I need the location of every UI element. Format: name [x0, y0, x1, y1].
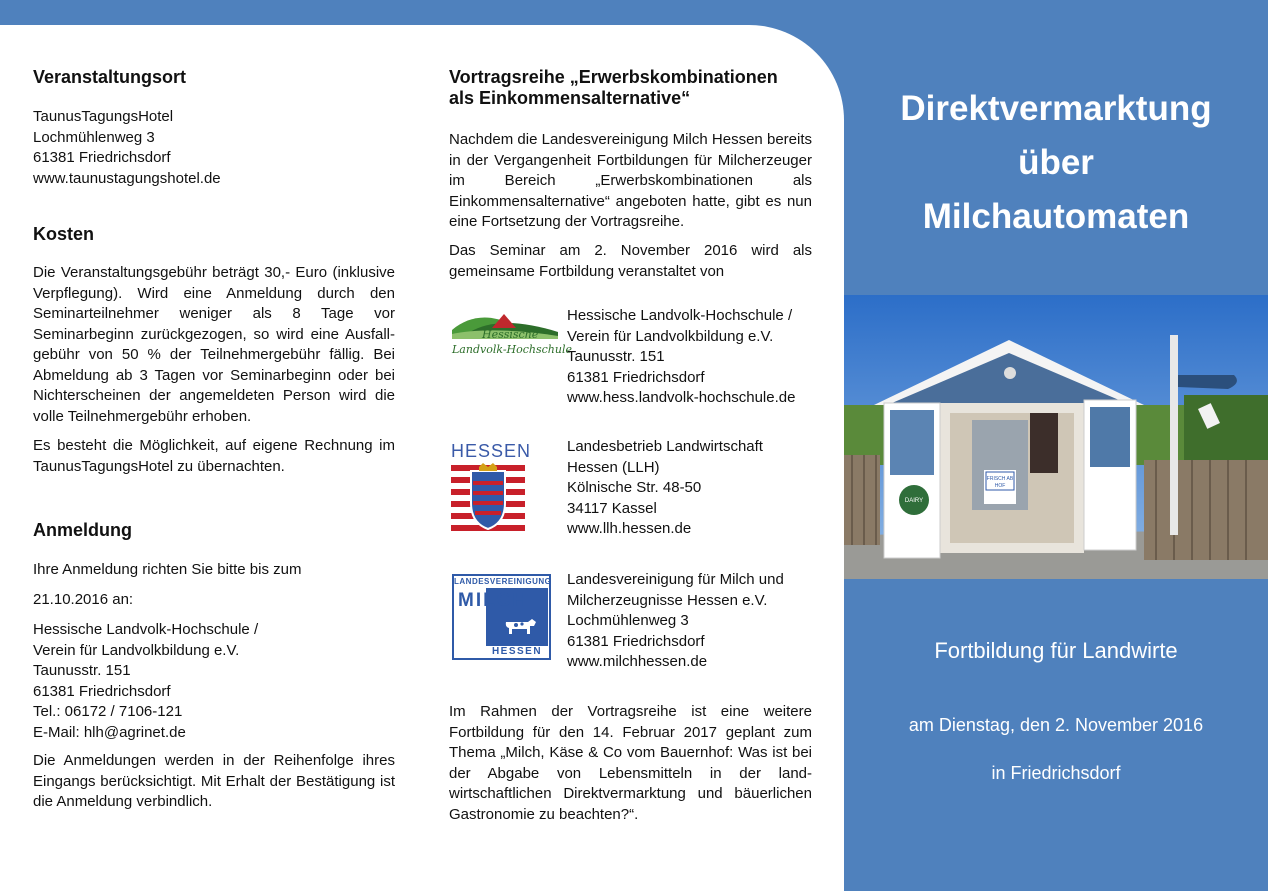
organizer-line: Verein für Landvolkbildung e.V. [567, 327, 774, 345]
organizer-line: Hessen (LLH) [567, 458, 660, 476]
organizer-website-link[interactable]: www.llh.hessen.de [567, 520, 692, 537]
venue-line: 61381 Friedrichsdorf [33, 149, 171, 166]
venue-line: Lochmühlenweg 3 [33, 128, 155, 146]
cover-title-line: Milchautomaten [922, 197, 1190, 236]
registration-phone: Tel.: 06172 / 7106-121 [33, 703, 183, 720]
organizer-line: Landesvereinigung für Milch und [567, 571, 784, 588]
cover-title-line: Direktvermarktung [900, 89, 1212, 128]
series-paragraph-2: Das Seminar am 2. November 2016 wird als gemeinsame Fortbildung veranstaltet von [449, 242, 812, 280]
registration-address [33, 620, 395, 743]
hut-sign-text: HOF [994, 483, 1006, 489]
venue-heading: Veranstaltungsort [33, 67, 187, 87]
organizer-line: Kölnische Str. 48-50 [567, 479, 702, 496]
cover-title-line: über [1018, 143, 1094, 182]
costs-paragraph: Die Veranstaltungsgebühr beträgt 30,- Euro (inklusive Verpflegung). Wird eine Anmeldung durch den Seminarteilnehmer weniger als 8 Tage vor Seminarbeginn zurückgezogen, so wird eine Ausfall-gebühr von 50 % der Teilnehmergebühr fällig. Bei Abmeldung ab 3 Tagen vor Seminarbeginn oder bei Nichterscheinen der angemeldeten Person wird die volle Teilnehmergebühr erhoben. [33, 264, 395, 425]
organizer-llh [567, 437, 827, 540]
organizer-landvolk [567, 306, 827, 409]
cover-place: in Friedrichsdorf [991, 763, 1121, 783]
milch-hessen-logo [452, 574, 551, 660]
hut-sign-text: FRISCH AB [986, 476, 1014, 482]
cover-date: am Dienstag, den 2. November 2016 [908, 715, 1204, 735]
hut-badge-text: DAIRY [904, 498, 924, 504]
registration-line: 61381 Friedrichsdorf [33, 682, 171, 700]
registration-email-link[interactable]: E-Mail: hlh@agrinet.de [33, 723, 186, 741]
organizer-line: Hessische Landvolk-Hochschule / [567, 307, 793, 324]
registration-line: Hessische Landvolk-Hochschule / [33, 621, 259, 638]
registration-deadline: 21.10.2016 an: [33, 591, 134, 608]
landvolk-logo-text: Landvolk-Hochschule [452, 343, 572, 356]
hessen-logo [451, 441, 532, 535]
organizer-line: Lochmühlenweg 3 [567, 612, 689, 629]
milk-vending-hut-photo [844, 295, 1268, 579]
hessen-coat-of-arms-icon [451, 463, 525, 535]
hessen-logo-text: HESSEN [451, 441, 532, 461]
registration-heading: Anmeldung [33, 520, 132, 540]
series-paragraph-3: Im Rahmen der Vortragsreihe ist eine weitere Fortbildung für den 14. Februar 2017 geplant zum Thema „Milch, Käse & Co vom Bauernhof: Was ist bei der Abgabe von Lebensmitteln in der land-wirtschaftlichen Direktvermarktung und bäuerlichen Gastronomie zu beachten?“. [449, 703, 812, 823]
venue-line: TaunusTagungsHotel [33, 108, 174, 125]
costs-heading: Kosten [33, 224, 95, 244]
cow-icon [502, 616, 538, 638]
landvolk-hochschule-logo [450, 308, 572, 360]
milch-logo-text: HESSEN [491, 646, 543, 657]
series-paragraph-1: Nachdem die Landesvereinigung Milch Hessen bereits in der Vergangenheit Fortbildungen für Milcherzeuger im Bereich „Erwerbskombinationen als Einkommensalternative“ angeboten hatte, gibt es nun eine Fortsetzung der Vortragsreihe. [449, 131, 812, 230]
registration-intro: Ihre Anmeldung richten Sie bitte bis zum [33, 561, 302, 578]
organizer-line: 61381 Friedrichsdorf [567, 368, 705, 386]
series-heading-line: Vortragsreihe „Erwerbskombinationen [449, 67, 778, 87]
series-heading [449, 67, 778, 109]
milch-logo-text: LANDESVEREINIGUNG [454, 577, 552, 586]
registration-note: Die Anmeldungen werden in der Reihenfolge ihres Eingangs berücksichtigt. Mit Erhalt der Bestätigung ist die Anmeldung verbindlich. [33, 752, 395, 810]
series-heading-line: als Einkommensalternative“ [449, 88, 691, 108]
organizer-line: Taunusstr. 151 [567, 348, 665, 365]
organizer-line: Milcherzeugnisse Hessen e.V. [567, 591, 768, 609]
organizer-line: Landesbetrieb Landwirtschaft [567, 438, 763, 455]
venue-address [33, 107, 221, 189]
organizer-website-link[interactable]: www.milchhessen.de [567, 653, 708, 670]
organizer-milch-hessen [567, 570, 827, 673]
milch-logo-text: MILCH [458, 590, 529, 611]
organizer-line: 34117 Kassel [567, 499, 657, 517]
organizer-website-link[interactable]: www.hess.landvolk-hochschule.de [567, 389, 796, 406]
registration-line: Verein für Landvolkbildung e.V. [33, 641, 240, 659]
cover-subtitle: Fortbildung für Landwirte [934, 638, 1178, 663]
cover-panel [844, 0, 1268, 891]
registration-line: Taunusstr. 151 [33, 662, 131, 679]
cover-title [844, 82, 1268, 244]
venue-website-link[interactable]: www.taunustagungshotel.de [33, 169, 221, 187]
landvolk-logo-text: Hessische [482, 328, 539, 341]
organizer-line: 61381 Friedrichsdorf [567, 632, 705, 650]
overnight-paragraph: Es besteht die Möglichkeit, auf eigene Rechnung im TaunusTagungsHotel zu übernachten. [33, 437, 395, 475]
